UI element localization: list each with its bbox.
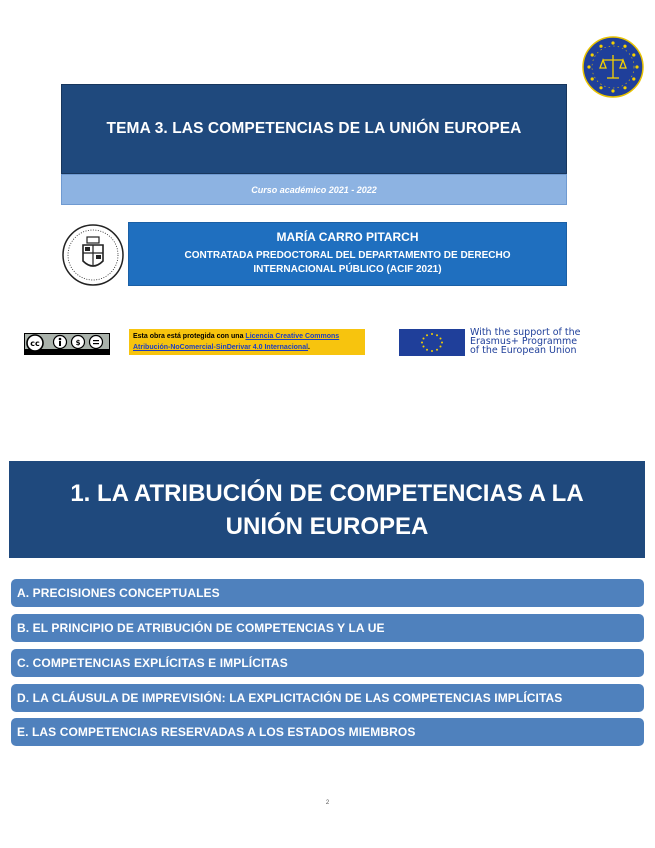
erasmus-line-3: of the European Union — [470, 345, 577, 356]
erasmus-line-2: Erasmus+ Programme — [470, 336, 578, 347]
topic-item[interactable]: E. LAS COMPETENCIAS RESERVADAS A LOS ESTADOS MIEMBROS — [11, 718, 644, 746]
course-year: Curso académico 2021 - 2022 — [251, 184, 377, 195]
svg-text:cc: cc — [30, 339, 40, 348]
university-seal-icon — [61, 223, 125, 287]
topic-item[interactable]: A. PRECISIONES CONCEPTUALES — [11, 579, 644, 607]
title-banner — [61, 84, 567, 174]
creative-commons-icon[interactable] — [24, 333, 110, 355]
license-prefix: Esta obra está protegida con una — [133, 333, 246, 340]
erasmus-line-1: With the support of the — [470, 327, 581, 338]
license-link[interactable]: Licencia Creative Commons — [245, 333, 340, 340]
page-number: 2 — [325, 800, 330, 806]
erasmus-support-text — [470, 328, 620, 355]
eu-flag-icon — [399, 329, 465, 356]
license-suffix: . — [308, 344, 310, 351]
topic-item[interactable]: D. LA CLÁUSULA DE IMPREVISIÓN: LA EXPLICITACIÓN DE LAS COMPETENCIAS IMPLÍCITAS — [11, 684, 644, 712]
license-notice — [129, 329, 365, 355]
section-title: 1. LA ATRIBUCIÓN DE COMPETENCIAS A LA UNIÓN EUROPEA — [70, 479, 584, 540]
license-type-link[interactable]: Atribución-NoComercial-SinDerivar 4.0 Internacional — [133, 344, 309, 351]
document-title: TEMA 3. LAS COMPETENCIAS DE LA UNIÓN EUROPEA — [106, 120, 522, 137]
author-name: MARÍA CARRO PITARCH — [276, 230, 419, 244]
topic-item[interactable]: B. EL PRINCIPIO DE ATRIBUCIÓN DE COMPETENCIAS Y LA UE — [11, 614, 644, 642]
section-banner — [9, 461, 645, 558]
topic-item[interactable]: C. COMPETENCIAS EXPLÍCITAS E IMPLÍCITAS — [11, 649, 644, 677]
author-role: CONTRATADA PREDOCTORAL DEL DEPARTAMENTO DE DERECHO INTERNACIONAL PÚBLICO (ACIF 2021) — [184, 250, 511, 275]
course-bar — [61, 174, 567, 205]
eu-seal-icon — [582, 36, 644, 98]
author-box — [128, 222, 567, 286]
svg-text:$: $ — [75, 339, 81, 347]
